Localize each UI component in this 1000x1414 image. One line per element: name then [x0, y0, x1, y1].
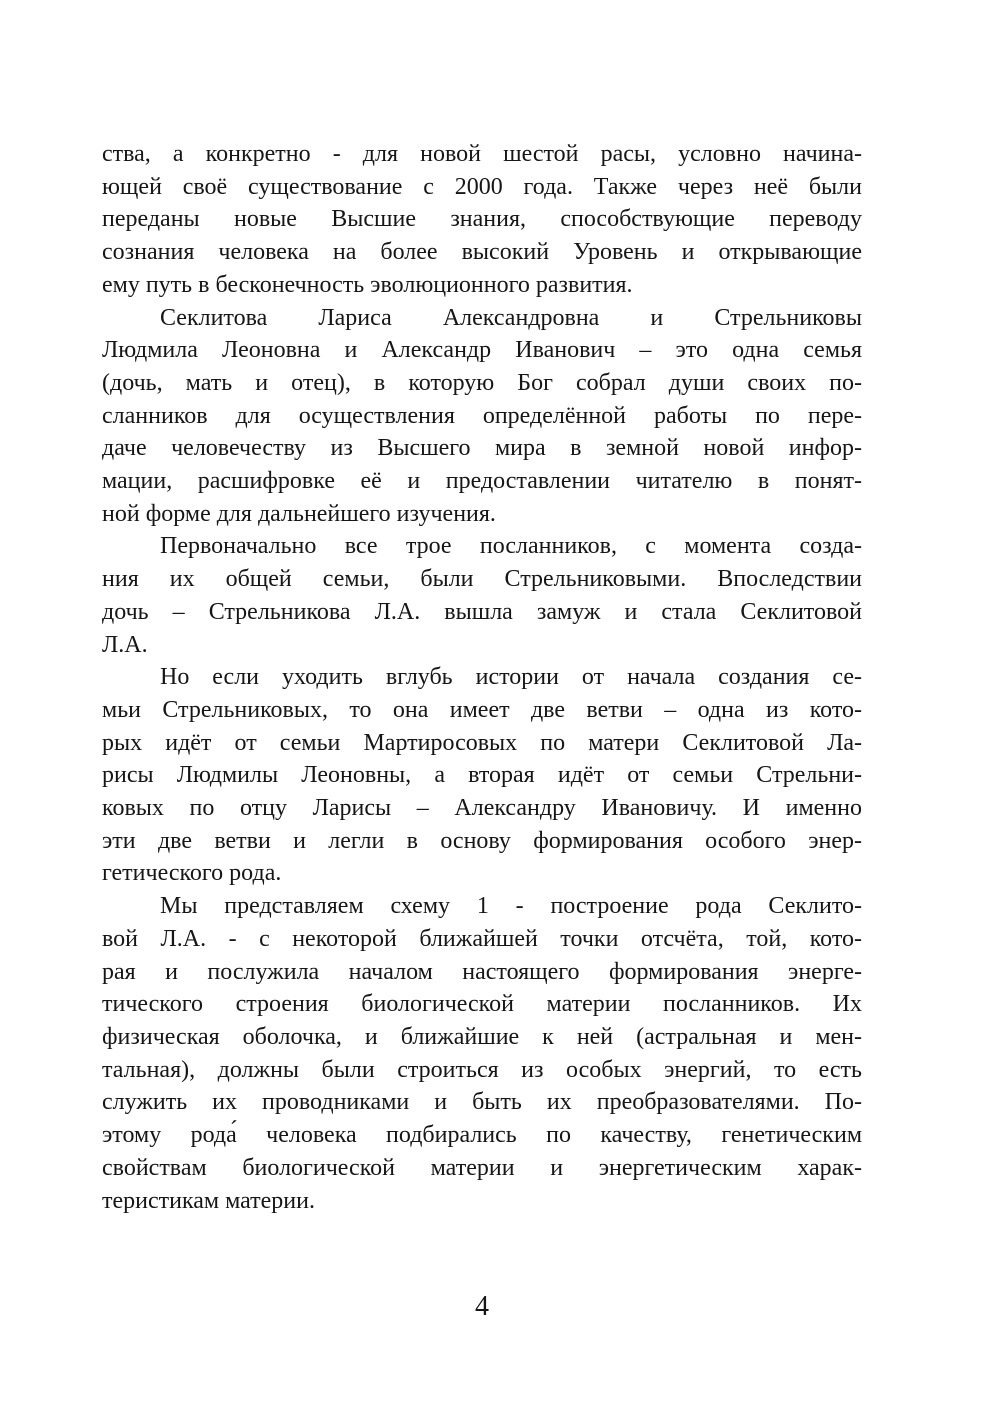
text-line: тического строения биологической материи посланников. Их: [102, 991, 862, 1018]
text-line: мации, расшифровке её и предоставлении читателю в понят-: [102, 468, 862, 495]
text-line: (дочь, мать и отец), в которую Бог собрал души своих по-: [102, 369, 862, 396]
text-line: Людмила Леоновна и Александр Иванович – это одна семья: [102, 337, 862, 364]
text-line: рая и послужила началом настоящего формирования энерге-: [102, 958, 862, 985]
page-number: 4: [475, 1291, 489, 1322]
text-line: служить их проводниками и быть их преобразователями. По-: [102, 1089, 862, 1116]
paragraph: [102, 302, 862, 531]
paragraph: [102, 661, 862, 890]
text-line: мьи Стрельниковых, то она имеет две ветви – одна из кото-: [102, 696, 862, 723]
text-line: даче человечеству из Высшего мира в земной новой инфор-: [102, 435, 862, 462]
text-line: ему путь в бесконечность эволюционного развития.: [102, 271, 633, 298]
text-line: Секлитова Лариса Александровна и Стрельниковы: [160, 304, 862, 331]
paragraph: [102, 138, 862, 302]
text-line: Первоначально все трое посланников, с момента созда-: [160, 533, 862, 560]
text-line: ства, а конкретно - для новой шестой расы, условно начина-: [102, 141, 862, 167]
text-line: Л.А.: [102, 631, 148, 658]
text-line: Мы представляем схему 1 - построение рода Секлито-: [160, 893, 862, 920]
text-line: свойствам биологической материи и энергетическим харак-: [102, 1154, 862, 1181]
text-line: ной форме для дальнейшего изучения.: [102, 500, 496, 527]
text-line: физическая оболочка, и ближайшие к ней (астральная и мен-: [102, 1023, 862, 1050]
paragraph: [102, 530, 862, 661]
text-line: сланников для осуществления определённой работы по пере-: [102, 402, 862, 429]
text-line: вой Л.А. - с некоторой ближайшей точки отсчёта, той, кото-: [102, 925, 862, 952]
text-line: рисы Людмилы Леоновны, а вторая идёт от семьи Стрельни-: [102, 762, 862, 789]
paragraph: [102, 890, 862, 1217]
text-line: сознания человека на более высокий Уровень и открывающие: [102, 239, 862, 266]
text-line: ковых по отцу Ларисы – Александру Ивановичу. И именно: [102, 795, 862, 822]
text-line: теристикам материи.: [102, 1187, 315, 1214]
text-line: дочь – Стрельникова Л.А. вышла замуж и стала Секлитовой: [102, 598, 862, 625]
text-line: эти две ветви и легли в основу формирования особого энер-: [102, 827, 862, 854]
text-line: ния их общей семьи, были Стрельниковыми. Впоследствии: [102, 566, 862, 593]
page-text: [102, 138, 862, 1217]
text-line: этому рода́ человека подбирались по качеству, генетическим: [102, 1122, 862, 1149]
text-line: ющей своё существование с 2000 года. Также через неё были: [102, 173, 862, 200]
text-line: рых идёт от семьи Мартиросовых по матери Секлитовой Ла-: [102, 729, 862, 756]
text-line: тальная), должны были строиться из особых энергий, то есть: [102, 1056, 862, 1083]
text-line: переданы новые Высшие знания, способствующие переводу: [102, 206, 862, 233]
text-line: Но если уходить вглубь истории от начала создания се-: [160, 664, 862, 691]
text-line: гетического рода.: [102, 860, 282, 887]
